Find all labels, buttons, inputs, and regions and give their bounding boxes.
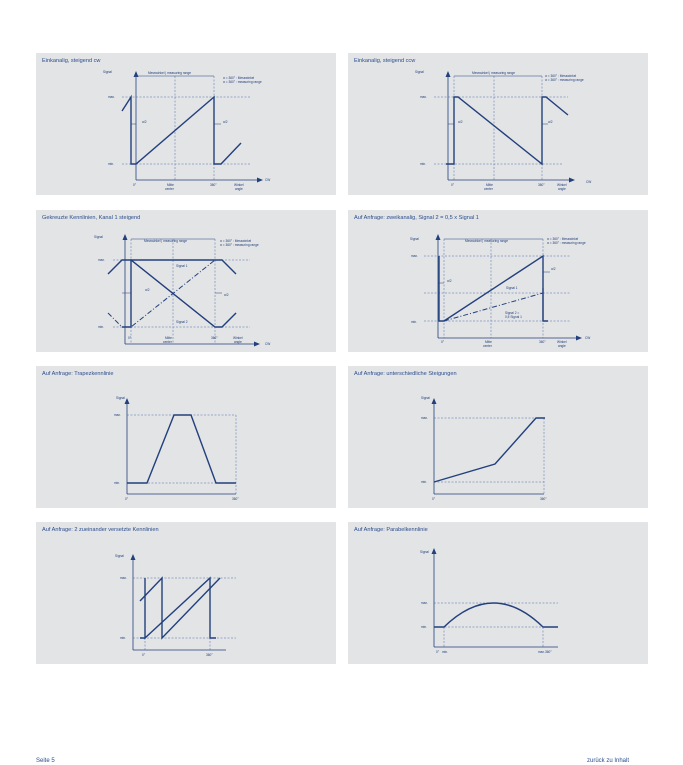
range-label: Messwinkel | measuring range (472, 71, 515, 75)
tick-360: 360° (539, 340, 546, 344)
legend-line-1: α = 360° : Messwinkel (223, 76, 255, 80)
mitte-label: Mitte (486, 183, 493, 187)
winkel-label: Winkel (233, 336, 243, 340)
axis-signal-label: Signal (420, 550, 429, 554)
max-tick-label: max. (538, 650, 545, 654)
panel-title: Auf Anfrage: zweikanalig, Signal 2 = 0,5 x Signal 1 (354, 215, 479, 221)
diagram-panel-1 (36, 53, 336, 195)
tick-0: 0° (432, 497, 436, 501)
winkel-label: Winkel (234, 183, 244, 187)
angle-label: angle (558, 344, 566, 348)
tick-0: 0° (125, 497, 129, 501)
max-label: max. (421, 601, 428, 605)
cw-label: CW (265, 178, 271, 182)
min-label: min. (120, 636, 127, 640)
tick-360: 360° (538, 183, 545, 187)
half-alpha-label: α/2 (224, 293, 229, 297)
panel-title: Einkanalig, steigend ccw (354, 58, 416, 64)
tick-0: 0° (128, 336, 132, 340)
mitte-label: Mitte (165, 336, 172, 340)
min-tick-label: min. (442, 650, 449, 654)
tick-360: 360° (206, 653, 213, 657)
characteristic-diagram (348, 210, 648, 352)
center-label: center (484, 187, 493, 191)
tick-360: 360° (210, 183, 217, 187)
winkel-label: Winkel (557, 340, 567, 344)
range-label: Messwinkel | measuring range (144, 239, 187, 243)
half-alpha-label: α/2 (551, 267, 556, 271)
max-label: max. (420, 95, 427, 99)
min-label: min. (421, 480, 428, 484)
legend-line-2: α = 360° : measuring range (223, 80, 262, 84)
max-label: max. (421, 416, 428, 420)
diagram-panel-6 (348, 366, 648, 508)
axis-signal-label: Signal (115, 554, 124, 558)
half-alpha-label: α/2 (223, 120, 228, 124)
axis-signal-label: Signal (410, 237, 419, 241)
min-label: min. (114, 481, 121, 485)
characteristic-diagram (36, 522, 336, 664)
diagram-panel-5 (36, 366, 336, 508)
diagram-panel-4 (348, 210, 648, 352)
cw-label: CW (265, 342, 271, 346)
legend-line-1: α = 360° : Messwinkel (220, 239, 252, 243)
half-alpha-label: α/2 (447, 279, 452, 283)
panel-title: Auf Anfrage: unterschiedliche Steigungen (354, 371, 457, 377)
max-label: max. (98, 258, 105, 262)
tick-0: 0° (436, 650, 440, 654)
legend-line-1: α = 360° : Messwinkel (547, 237, 579, 241)
tick-360: 360° (545, 650, 552, 654)
characteristic-diagram (348, 53, 648, 195)
angle-label: angle (234, 340, 242, 344)
center-label: center (483, 344, 492, 348)
tick-360: 360° (211, 336, 218, 340)
diagram-panel-2 (348, 53, 648, 195)
panel-title: Einkanalig, steigend cw (42, 58, 101, 64)
tick-0: 0° (451, 183, 455, 187)
characteristic-diagram (348, 522, 648, 664)
angle-label: angle (235, 187, 243, 191)
legend-line-1: α = 360° : Messwinkel (545, 74, 577, 78)
diagram-panel-8 (348, 522, 648, 664)
angle-label: angle (558, 187, 566, 191)
tick-0: 0° (133, 183, 137, 187)
half-alpha-label: α/2 (458, 120, 463, 124)
winkel-label: Winkel (557, 183, 567, 187)
max-label: max. (120, 576, 127, 580)
legend-line-2: α = 360° : measuring range (547, 241, 586, 245)
range-label: Messwinkel | measuring range (148, 71, 191, 75)
range-label: Messwinkel | measuring range (465, 239, 508, 243)
min-label: min. (108, 162, 115, 166)
half-alpha-label: α/2 (142, 120, 147, 124)
tick-0: 0° (142, 653, 146, 657)
mitte-label: Mitte (167, 183, 174, 187)
cw-label: CW (586, 180, 592, 184)
center-label: center (163, 340, 172, 344)
min-label: min. (421, 625, 428, 629)
characteristic-diagram (36, 53, 336, 195)
max-label: max. (108, 95, 115, 99)
characteristic-diagram (36, 366, 336, 508)
center-label: center (165, 187, 174, 191)
panel-title: Gekreuzte Kennlinien, Kanal 1 steigend (42, 215, 141, 221)
signal2-eq-label: Signal 2 = (505, 311, 520, 315)
page-number: Seite 5 (36, 758, 55, 764)
signal2-eq-label: 0,5 Signal 1 (505, 315, 522, 319)
axis-signal-label: Signal (116, 396, 125, 400)
half-alpha-label: α/2 (548, 120, 553, 124)
signal2-label: Signal 2 (176, 320, 188, 324)
panel-title: Auf Anfrage: Trapezkennlinie (42, 371, 114, 377)
panel-title: Auf Anfrage: Parabelkennlinie (354, 527, 428, 533)
legend-line-2: α = 360° : measuring range (545, 78, 584, 82)
characteristic-diagram (348, 366, 648, 508)
min-label: min. (98, 325, 105, 329)
signal1-label: Signal 1 (506, 286, 518, 290)
tick-0: 0° (441, 340, 445, 344)
mitte-label: Mitte (485, 340, 492, 344)
diagram-panel-3 (36, 210, 336, 352)
characteristic-diagram (36, 210, 336, 352)
signal1-label: Signal 1 (176, 264, 188, 268)
axis-signal-label: Signal (103, 70, 112, 74)
max-label: max. (411, 254, 418, 258)
axis-signal-label: Signal (94, 235, 103, 239)
tick-360: 360° (540, 497, 547, 501)
panel-title: Auf Anfrage: 2 zueinander versetzte Kennlinien (42, 527, 159, 533)
legend-line-2: α = 360° : measuring range (220, 243, 259, 247)
half-alpha-label: α/2 (145, 288, 150, 292)
min-label: min. (411, 320, 418, 324)
back-to-contents-link[interactable]: zurück zu Inhalt (587, 758, 630, 764)
min-label: min. (420, 162, 427, 166)
axis-signal-label: Signal (415, 70, 424, 74)
axis-signal-label: Signal (421, 396, 430, 400)
diagram-panel-7 (36, 522, 336, 664)
cw-label: CW (585, 336, 591, 340)
tick-360: 360° (232, 497, 239, 501)
max-label: max. (114, 413, 121, 417)
